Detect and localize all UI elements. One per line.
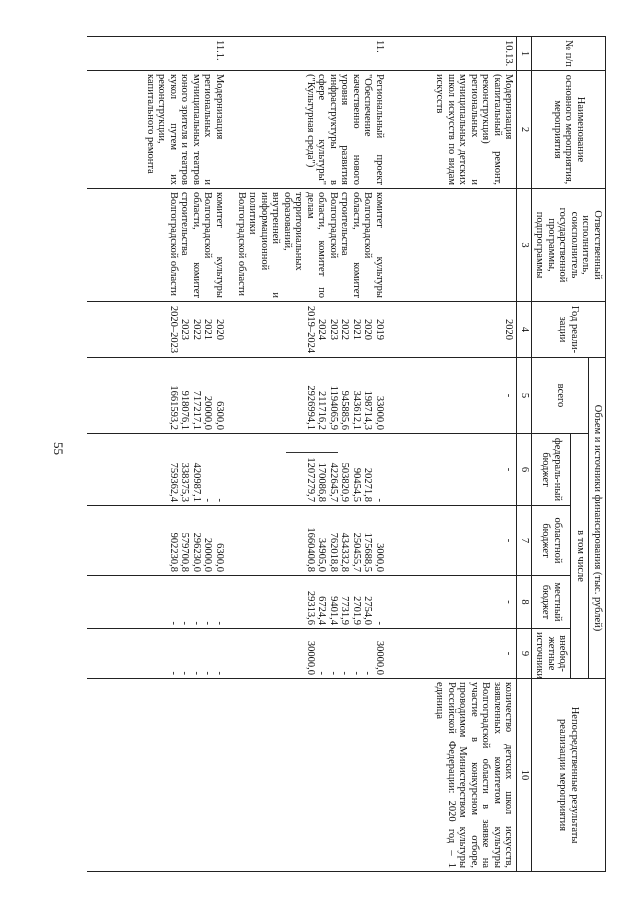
header-number: № п/п: [532, 37, 606, 71]
row-executor: комитет культуры Волгоградской области, комитет строительства Волгоградской области: [87, 189, 227, 302]
row-name: Модернизация региональных и муниципальных театров юного зрителя и театров кукол путем их реконструкции, капитального ремонта: [87, 71, 227, 189]
row-extra: 30000,0 - - - - - 30000,0: [227, 629, 387, 679]
row-year: 2019 2020 2021 2022 2023 2024 2019–2024: [227, 302, 387, 358]
row-total: 6300,0 20000,0 717217,1 918076,1 1661593,2: [87, 358, 227, 434]
column-number: 4: [517, 302, 532, 358]
row-local: - 2754,0 2701,9 7731,9 9401,4 6724,4 29313,6: [227, 576, 387, 629]
row-regional: 6300,0 20000,0 296230,0 579700,8 902230,8: [87, 506, 227, 576]
row-result: [87, 679, 227, 872]
row-name: Модернизация (капитальный ремонт, реконструкция) региональных и муниципальных детских школ искусств по видам искусств: [387, 71, 517, 189]
column-number: 9: [517, 629, 532, 679]
row-result: количество детских школ искусств, заявленных комитетом культуры Волгоградской области в заявке на участие в конкурсном отборе, проводимом Министерством культуры Российской Федерации: 2020 год – 1 единица: [387, 679, 517, 872]
row-year: 2020 2021 2022 2023 2020–2023: [87, 302, 227, 358]
row-extra: - - - - -: [87, 629, 227, 679]
row-regional: -: [387, 506, 517, 576]
row-number: 10.13.: [387, 37, 517, 71]
row-total: 33000,0 198714,3 343612,1 945885,6 1194065,9 211716,2 2926994,1: [227, 358, 387, 434]
row-total: -: [387, 358, 517, 434]
column-number: 2: [517, 71, 532, 189]
row-local: - - - - -: [87, 576, 227, 629]
row-local: -: [387, 576, 517, 629]
row-name: Региональный проект "Обеспечение качественно нового уровня развития инфраструктуры в сфере культуры" ("Культурная среда"): [227, 71, 387, 189]
header-total: всего: [532, 358, 590, 434]
header-including: в том числе: [571, 434, 589, 679]
row-federal: -: [387, 434, 517, 506]
table-row: [227, 37, 387, 872]
row-year: 2020: [387, 302, 517, 358]
header-extra: внебюд-жетные источники: [532, 629, 572, 679]
financing-table: [87, 36, 606, 872]
column-number-row: [517, 37, 532, 872]
header-executor: Ответственный исполнитель, соисполнитель государственной программы, подпрограммы: [532, 189, 606, 302]
row-result: [227, 679, 387, 872]
column-number: 1: [517, 37, 532, 71]
column-number: 5: [517, 358, 532, 434]
column-number: 6: [517, 434, 532, 506]
column-number: 10: [517, 679, 532, 872]
column-number: 8: [517, 576, 532, 629]
column-number: 3: [517, 189, 532, 302]
header-results: Непосредственные результаты реализации мероприятия: [532, 679, 606, 872]
column-number: 7: [517, 506, 532, 576]
row-regional: 3000,0 175688,5 250455,7 434332,8 762018,8 34905,0 1660400,8: [227, 506, 387, 576]
header-federal: федераль-ный бюджет: [532, 434, 572, 506]
page-number: 55: [51, 442, 66, 455]
header-regional: областной бюджет: [532, 506, 572, 576]
table-row: [387, 37, 517, 872]
row-extra: -: [387, 629, 517, 679]
table-header: [517, 37, 606, 872]
table-row: [87, 37, 227, 872]
row-executor: комитет культуры Волгоградской области, комитет строительства Волгоградской области, комитет по делам территориальных образований, внутренней и информационной политики Волгоградской области: [227, 189, 387, 302]
row-executor: [387, 189, 517, 302]
header-name: Наименование основного мероприятия, мероприятия: [532, 71, 606, 189]
header-local: местный бюджет: [532, 576, 572, 629]
header-year: Год реали-зации: [532, 302, 606, 358]
row-federal: - 20271,8 90454,5 503820,9 422645,7 170086,8 1207279,7: [227, 434, 387, 506]
row-federal: - - 420987,1 338375,3 759362,4: [87, 434, 227, 506]
header-financing: Объем и источники финансирования (тыс. рублей): [589, 358, 606, 679]
row-number: 11.1.: [87, 37, 227, 71]
row-number: 11.: [227, 37, 387, 71]
